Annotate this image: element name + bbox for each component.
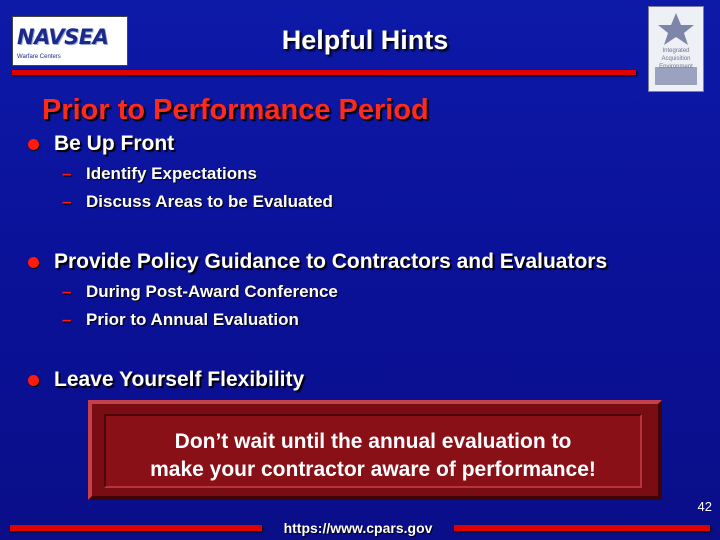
callout-text	[104, 428, 642, 484]
sub-bullet-text: Identify Expectations	[86, 164, 257, 183]
callout-line-1: Don’t wait until the annual evaluation to	[174, 430, 572, 453]
navsea-logo	[12, 16, 128, 66]
iae-logo-text: Integrated Acquisition Environment	[659, 48, 693, 70]
bullet-text: Provide Policy Guidance to Contractors and Evaluators	[54, 250, 608, 273]
sub-bullet-text: Prior to Annual Evaluation	[86, 310, 299, 329]
callout-line-2: make your contractor aware of performance!	[150, 458, 596, 481]
dash-marker: –	[62, 164, 72, 183]
navsea-wordmark: NAVSEA	[17, 25, 109, 49]
page-number: 42	[697, 499, 712, 514]
bullet-dot-icon	[28, 257, 39, 268]
footer-divider-right	[454, 525, 710, 531]
dash-marker: –	[62, 310, 72, 329]
navsea-subline: Warfare Centers	[17, 54, 61, 60]
bullet-text: Leave Yourself Flexibility	[54, 368, 305, 391]
dash-marker: –	[62, 192, 72, 211]
header-divider	[12, 70, 636, 75]
sub-bullet-text: During Post-Award Conference	[86, 282, 338, 301]
sub-bullet-text: Discuss Areas to be Evaluated	[86, 192, 333, 211]
section-heading: Prior to Performance Period	[42, 94, 429, 126]
bullet-dot-icon	[28, 375, 39, 386]
slide-title: Helpful Hints	[281, 25, 449, 55]
dash-marker: –	[62, 282, 72, 301]
bullet-text: Be Up Front	[54, 132, 175, 155]
bullet-dot-icon	[28, 139, 39, 150]
iae-logo	[648, 6, 704, 92]
footer-divider-left	[10, 525, 262, 531]
footer-url[interactable]: https://www.cpars.gov	[283, 520, 433, 536]
